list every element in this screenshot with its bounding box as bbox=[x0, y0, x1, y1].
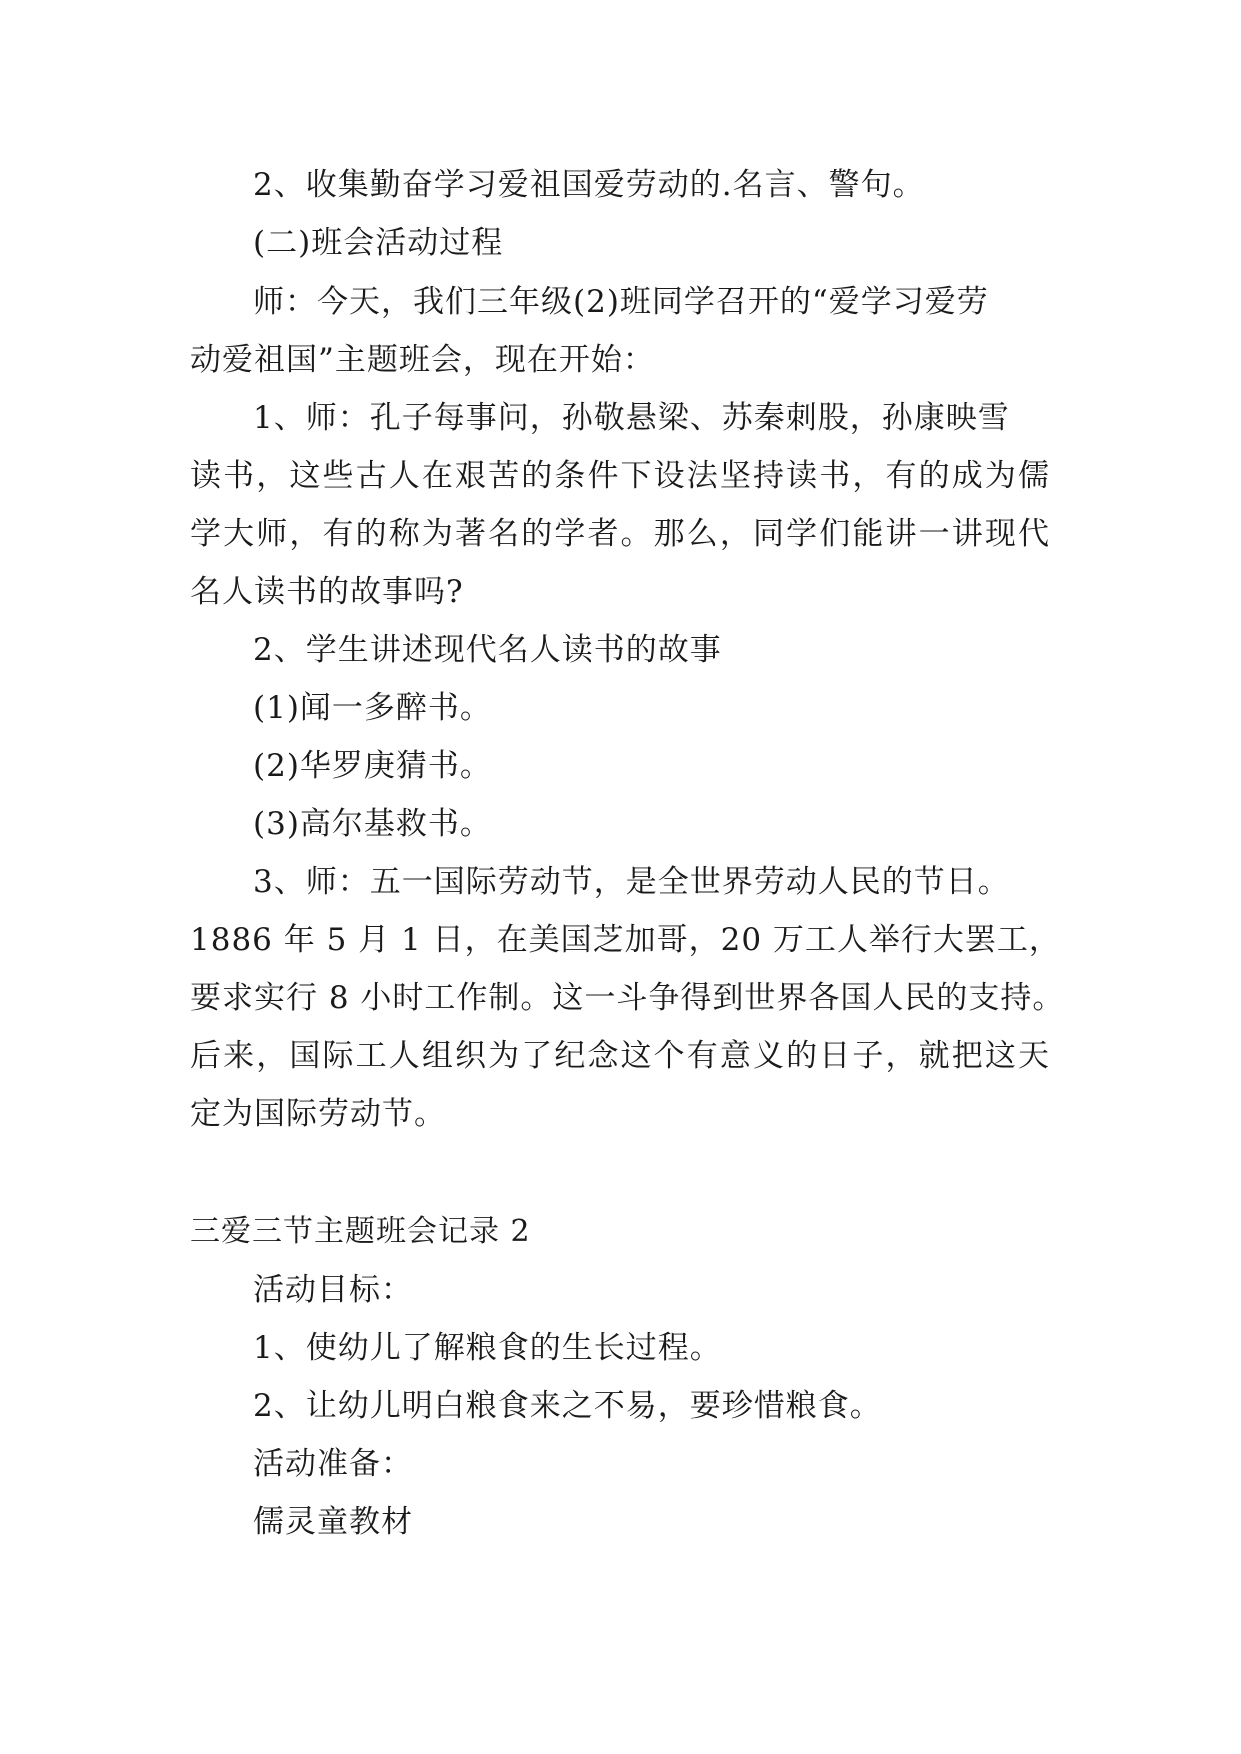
list-item-story-2: (2)华罗庚猜书。 bbox=[253, 748, 492, 784]
list-item-story-1: (1)闻一多醉书。 bbox=[253, 690, 492, 726]
paragraph-ancient-readers-line-4: 名人读书的故事吗? bbox=[190, 574, 464, 610]
paragraph-ancient-readers-line-1: 1、师：孔子每事问，孙敬悬梁、苏秦刺股，孙康映雪 bbox=[253, 400, 1010, 436]
paragraph-labor-day-line-4: 后来，国际工人组织为了纪念这个有意义的日子，就把这天 bbox=[190, 1038, 1050, 1074]
paragraph-class-meeting-process: (二)班会活动过程 bbox=[253, 225, 504, 261]
list-item-goal-2: 2、让幼儿明白粮食来之不易，要珍惜粮食。 bbox=[253, 1388, 882, 1424]
paragraph-ancient-readers-line-3: 学大师，有的称为著名的学者。那么，同学们能讲一讲现代 bbox=[190, 516, 1050, 552]
list-item-goal-1: 1、使幼儿了解粮食的生长过程。 bbox=[253, 1330, 722, 1366]
paragraph-student-stories: 2、学生讲述现代名人读书的故事 bbox=[253, 632, 722, 668]
paragraph-collect-quotes: 2、收集勤奋学习爱祖国爱劳动的.名言、警句。 bbox=[253, 167, 925, 203]
list-item-story-3: (3)高尔基救书。 bbox=[253, 806, 492, 842]
paragraph-activity-prep-label: 活动准备： bbox=[253, 1446, 413, 1482]
paragraph-activity-goals-label: 活动目标： bbox=[253, 1272, 413, 1308]
paragraph-labor-day-line-3: 要求实行 8 小时工作制。这一斗争得到世界各国人民的支持。 bbox=[190, 980, 1065, 1016]
paragraph-activity-prep-material: 儒灵童教材 bbox=[253, 1504, 413, 1540]
paragraph-labor-day-line-2: 1886 年 5 月 1 日，在美国芝加哥，20 万工人举行大罢工， bbox=[190, 922, 1061, 958]
paragraph-teacher-intro-line-2: 动爱祖国”主题班会，现在开始： bbox=[190, 342, 655, 378]
paragraph-ancient-readers-line-2: 读书，这些古人在艰苦的条件下设法坚持读书，有的成为儒 bbox=[190, 458, 1050, 494]
paragraph-labor-day-line-5: 定为国际劳动节。 bbox=[190, 1096, 446, 1132]
section-title: 三爱三节主题班会记录 2 bbox=[190, 1214, 531, 1249]
paragraph-teacher-intro-line-1: 师：今天，我们三年级(2)班同学召开的“爱学习爱劳 bbox=[253, 284, 989, 320]
paragraph-labor-day-line-1: 3、师：五一国际劳动节，是全世界劳动人民的节日。 bbox=[253, 864, 1010, 900]
